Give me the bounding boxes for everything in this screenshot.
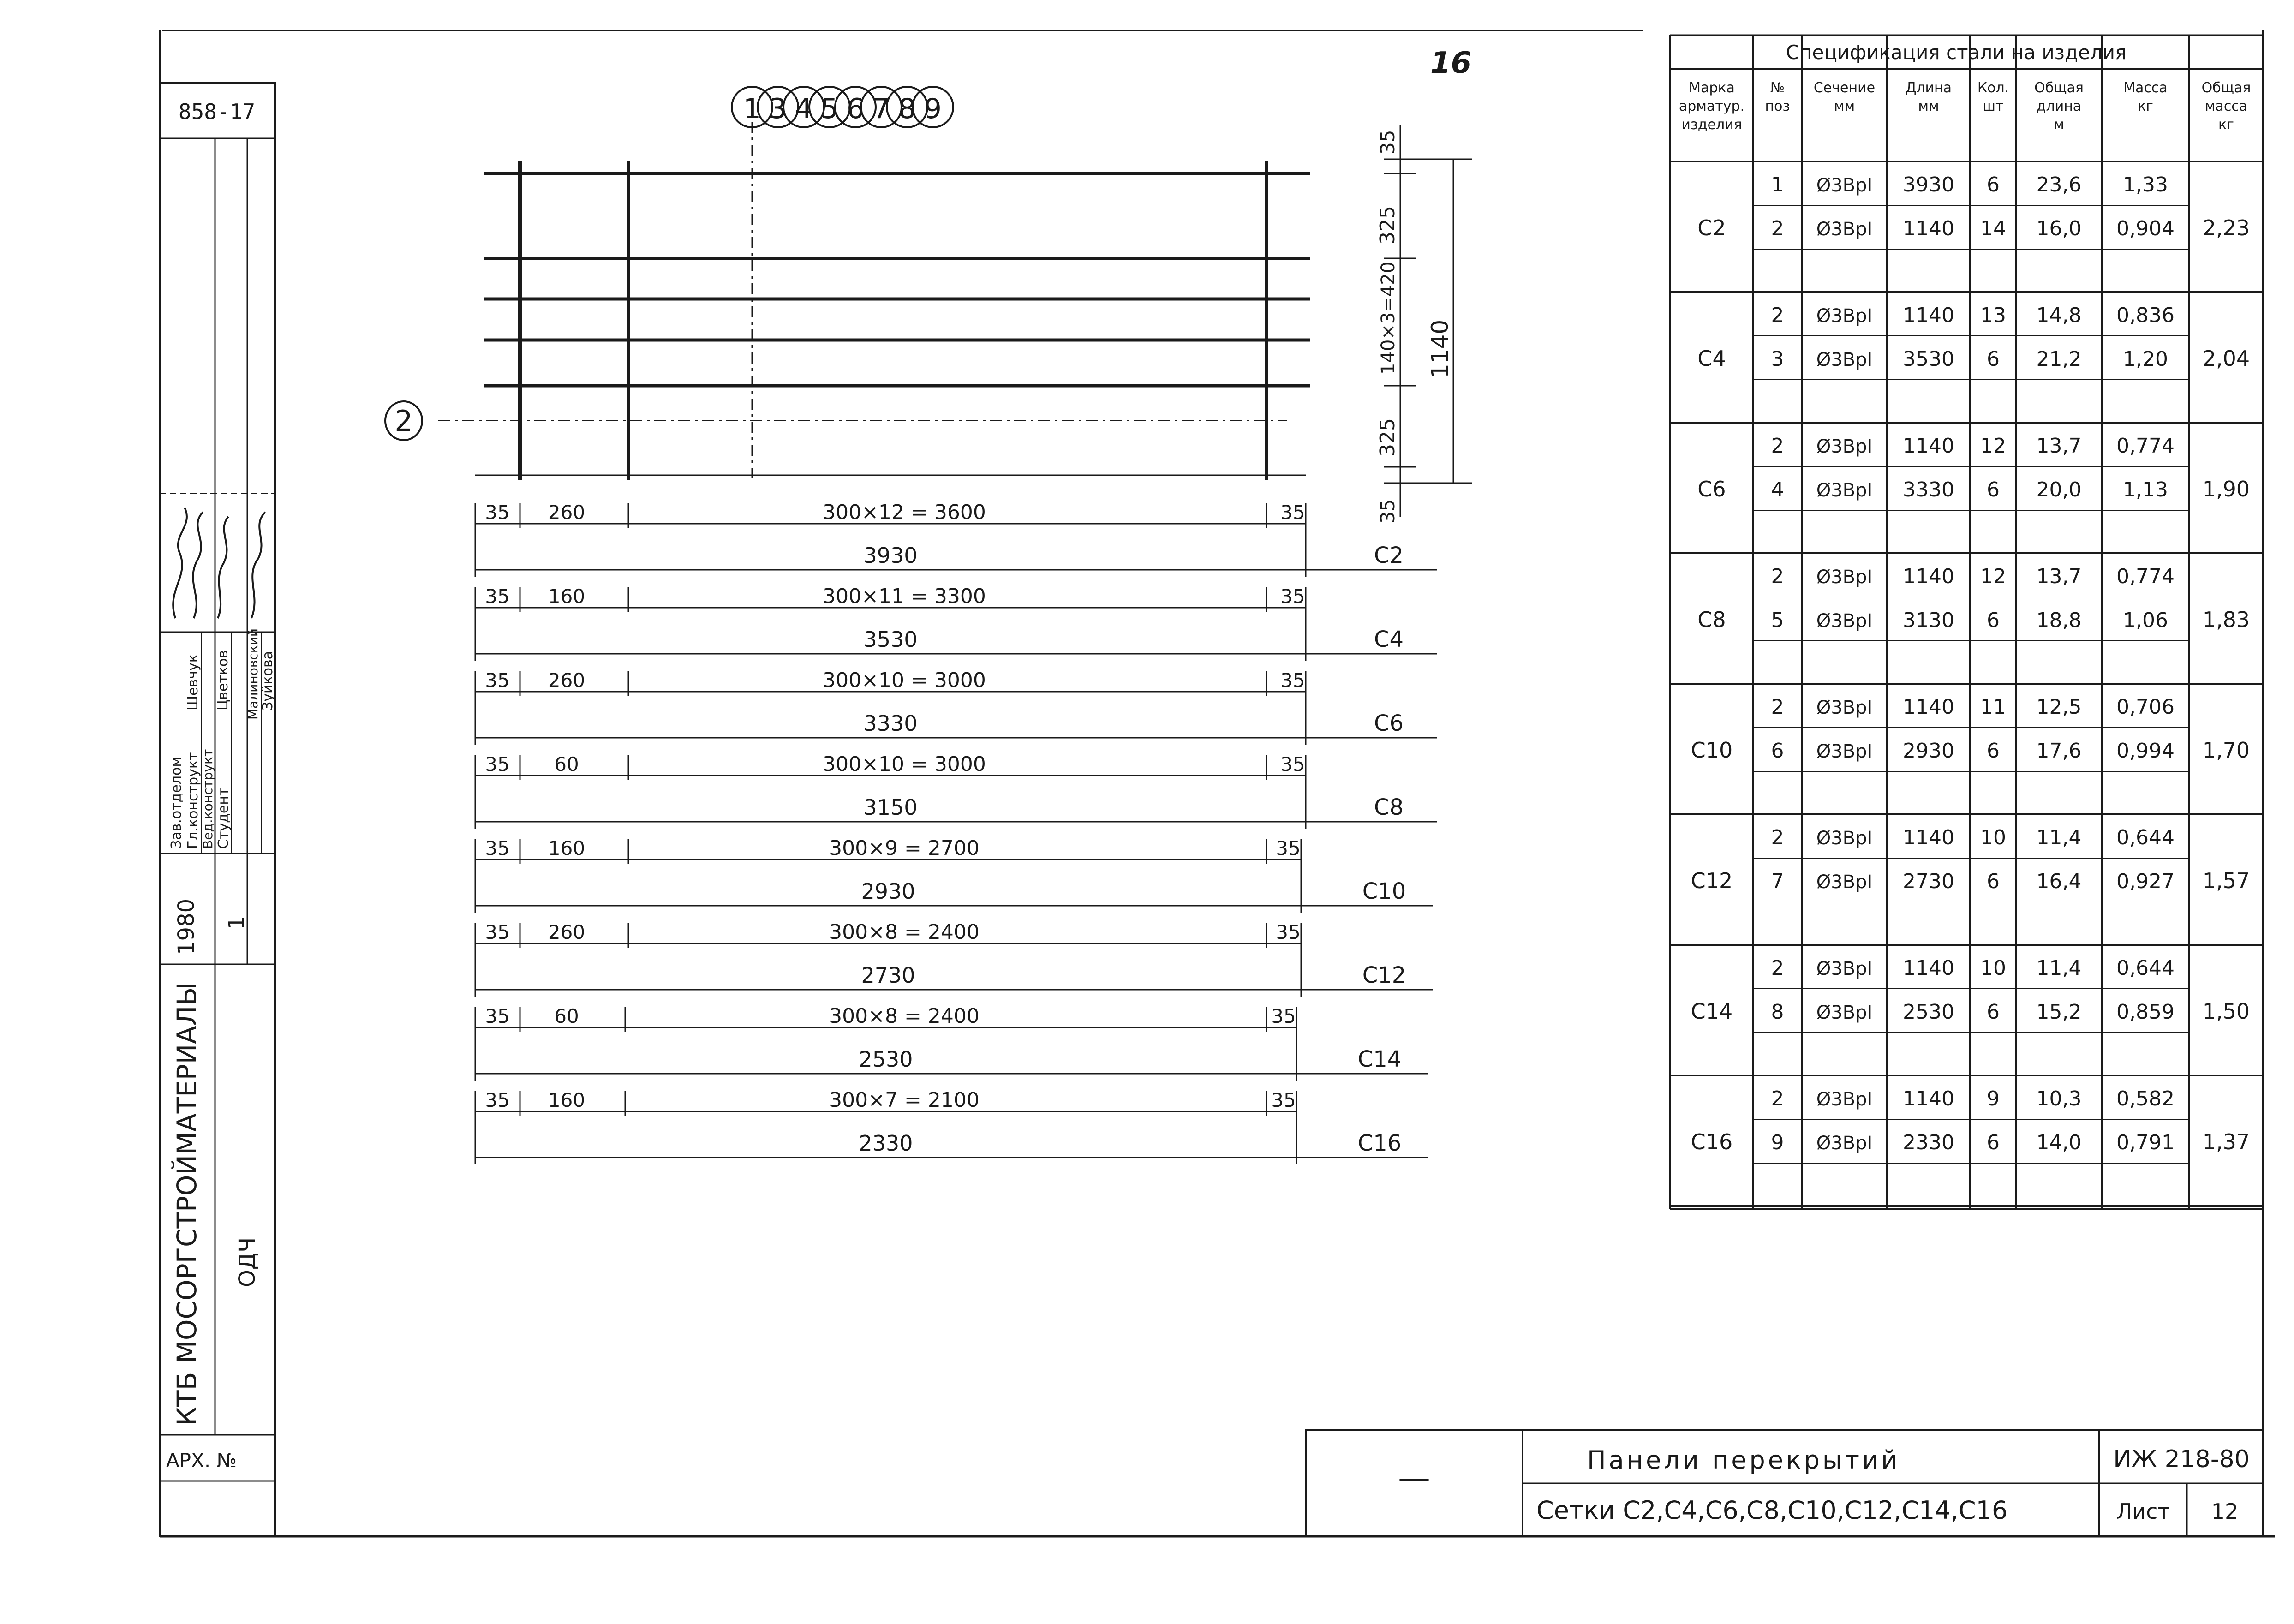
spec-section: Ø3BpI bbox=[1816, 828, 1873, 849]
spec-total-length: 11,4 bbox=[2036, 826, 2082, 849]
spec-section: Ø3BpI bbox=[1816, 480, 1873, 501]
position-mark-label: 4 bbox=[795, 93, 813, 125]
spec-qty: 11 bbox=[1980, 695, 2006, 719]
row-right-dim: 35 bbox=[1280, 753, 1305, 776]
row-total-length: 2330 bbox=[859, 1131, 913, 1156]
position-mark-label: 3 bbox=[769, 93, 787, 125]
spec-total-length: 18,8 bbox=[2036, 609, 2082, 632]
spec-pos: 5 bbox=[1771, 609, 1784, 632]
spec-total-length: 14,0 bbox=[2036, 1131, 2082, 1154]
stamp-count: 1 bbox=[224, 916, 249, 930]
spec-header-cell: Общая длина м bbox=[2034, 80, 2084, 133]
row-left-gap: 60 bbox=[554, 1005, 579, 1027]
spec-section: Ø3BpI bbox=[1816, 175, 1873, 196]
spec-mass: 0,644 bbox=[2116, 826, 2175, 849]
row-total-length: 3530 bbox=[863, 627, 918, 652]
spec-mass: 0,927 bbox=[2116, 870, 2175, 893]
position-mark-label: 8 bbox=[898, 93, 916, 125]
spec-length: 2330 bbox=[1903, 1131, 1954, 1154]
row-total-length: 3150 bbox=[863, 795, 918, 820]
row-middle-dim: 300×10 = 3000 bbox=[823, 752, 986, 776]
spec-section: Ø3BpI bbox=[1816, 219, 1873, 240]
spec-qty: 12 bbox=[1980, 434, 2006, 458]
spec-table-title: Спецификация стали на изделия bbox=[1786, 41, 2127, 64]
spec-total-length: 16,4 bbox=[2036, 870, 2082, 893]
row-right-dim: 35 bbox=[1276, 837, 1301, 860]
spec-mass: 0,836 bbox=[2116, 304, 2175, 327]
spec-section: Ø3BpI bbox=[1816, 349, 1873, 370]
spec-qty: 6 bbox=[1987, 478, 2000, 502]
spec-total-length: 17,6 bbox=[2036, 739, 2082, 763]
spec-mark: С4 bbox=[1697, 346, 1726, 371]
spec-header-cell: Общая масса кг bbox=[2201, 80, 2251, 133]
spec-table-headers bbox=[1679, 80, 2251, 133]
row-left-gap: 260 bbox=[548, 921, 585, 943]
row-total-length: 2530 bbox=[859, 1047, 913, 1072]
spec-section: Ø3BpI bbox=[1816, 610, 1873, 632]
spec-length: 3330 bbox=[1903, 478, 1954, 502]
spec-total-mass: 1,50 bbox=[2202, 999, 2250, 1024]
spec-pos: 6 bbox=[1771, 739, 1784, 763]
spec-pos: 2 bbox=[1771, 1087, 1784, 1111]
row-left-gap: 60 bbox=[554, 753, 579, 776]
row-total-length: 2730 bbox=[861, 963, 915, 988]
side-stamp bbox=[160, 83, 276, 1536]
spec-length: 3530 bbox=[1903, 347, 1954, 371]
spec-mass: 1,33 bbox=[2123, 173, 2168, 197]
spec-mass: 0,859 bbox=[2116, 1000, 2175, 1024]
position-marks bbox=[732, 87, 953, 127]
spec-total-length: 16,0 bbox=[2036, 217, 2082, 240]
spec-qty: 13 bbox=[1980, 304, 2006, 327]
row-middle-dim: 300×12 = 3600 bbox=[823, 501, 986, 524]
spec-section: Ø3BpI bbox=[1816, 305, 1873, 327]
spec-mass: 0,994 bbox=[2116, 739, 2175, 763]
stamp-name-3: Малиновский bbox=[245, 628, 261, 720]
stamp-role-3: Вед.конструкт bbox=[200, 749, 215, 849]
spec-total-length: 12,5 bbox=[2036, 695, 2082, 719]
spec-table-body bbox=[1670, 173, 2263, 1206]
spec-header-cell: Кол. шт bbox=[1977, 80, 2009, 114]
spec-total-mass: 1,83 bbox=[2202, 607, 2250, 632]
spec-length: 2730 bbox=[1903, 870, 1954, 893]
spec-qty: 6 bbox=[1987, 739, 2000, 763]
spec-mass: 0,706 bbox=[2116, 695, 2175, 719]
archive-label: АРХ. № bbox=[166, 1449, 237, 1472]
spec-section: Ø3BpI bbox=[1816, 567, 1873, 588]
stamp-year: 1980 bbox=[173, 898, 199, 955]
drawing-code: ИЖ 218-80 bbox=[2113, 1445, 2250, 1473]
signatures bbox=[173, 508, 265, 618]
spec-total-length: 20,0 bbox=[2036, 478, 2082, 502]
spec-pos: 4 bbox=[1771, 478, 1784, 502]
spec-total-length: 15,2 bbox=[2036, 1000, 2082, 1024]
row-mesh-mark: С2 bbox=[1374, 543, 1404, 568]
stamp-name-4: Зуйкова bbox=[260, 651, 276, 710]
spec-mass: 1,13 bbox=[2123, 478, 2168, 502]
spec-length: 1140 bbox=[1903, 826, 1954, 849]
row-mesh-mark: С14 bbox=[1357, 1046, 1402, 1072]
vertical-dimensions bbox=[1376, 125, 1472, 524]
row-mesh-mark: С12 bbox=[1362, 962, 1406, 988]
spec-table bbox=[1670, 35, 2263, 1209]
spec-total-length: 11,4 bbox=[2036, 956, 2082, 980]
spec-length: 1140 bbox=[1903, 304, 1954, 327]
row-left-gap: 160 bbox=[548, 585, 585, 608]
spec-section: Ø3BpI bbox=[1816, 1089, 1873, 1110]
spec-section: Ø3BpI bbox=[1816, 1002, 1873, 1023]
row-right-dim: 35 bbox=[1276, 921, 1301, 943]
row-left-dim: 35 bbox=[485, 501, 510, 524]
row-right-dim: 35 bbox=[1271, 1005, 1296, 1027]
spec-total-mass: 1,37 bbox=[2202, 1129, 2250, 1154]
spec-mass: 0,774 bbox=[2116, 434, 2175, 458]
title-line-2: Сетки С2,С4,С6,С8,С10,С12,С14,С16 bbox=[1536, 1496, 2008, 1525]
row-left-gap: 160 bbox=[548, 837, 585, 860]
spec-mass: 0,791 bbox=[2116, 1131, 2175, 1154]
spec-pos: 8 bbox=[1771, 1000, 1784, 1024]
spec-header-cell: Сечение мм bbox=[1813, 80, 1876, 114]
spec-total-mass: 1,70 bbox=[2202, 738, 2250, 763]
spec-mark: С10 bbox=[1691, 738, 1733, 763]
sheet-frame bbox=[160, 30, 2275, 1536]
spec-mass: 0,582 bbox=[2116, 1087, 2175, 1111]
spec-mass: 0,644 bbox=[2116, 956, 2175, 980]
spec-total-mass: 1,57 bbox=[2202, 868, 2250, 893]
position-mark-label: 9 bbox=[924, 93, 942, 125]
row-total-length: 3930 bbox=[863, 543, 918, 568]
spec-mass: 0,904 bbox=[2116, 217, 2175, 240]
spec-qty: 6 bbox=[1987, 347, 2000, 371]
sheet-label: Лист bbox=[2116, 1499, 2170, 1524]
row-left-gap: 260 bbox=[548, 669, 585, 692]
row-mesh-mark: С10 bbox=[1362, 878, 1406, 904]
spec-length: 1140 bbox=[1903, 1087, 1954, 1111]
row-mesh-mark: С8 bbox=[1374, 794, 1404, 820]
spec-mark: С8 bbox=[1697, 607, 1726, 632]
stamp-name-1: Шевчук bbox=[185, 654, 201, 710]
spec-pos: 7 bbox=[1771, 870, 1784, 893]
dimension-rows bbox=[475, 501, 1437, 1164]
spec-mark: С14 bbox=[1691, 999, 1733, 1024]
spec-pos: 2 bbox=[1771, 304, 1784, 327]
row-right-dim: 35 bbox=[1280, 669, 1305, 692]
stamp-organization: КТБ МОСОРГСТРОЙМАТЕРИАЛЫ bbox=[171, 982, 203, 1426]
spec-mass: 1,20 bbox=[2123, 347, 2168, 371]
row-total-length: 3330 bbox=[863, 711, 918, 736]
spec-qty: 6 bbox=[1987, 173, 2000, 197]
spec-total-length: 13,7 bbox=[2036, 434, 2082, 458]
row-left-dim: 35 bbox=[485, 669, 510, 692]
page-number: 16 bbox=[1430, 46, 1472, 80]
row-middle-dim: 300×11 = 3300 bbox=[823, 585, 986, 608]
row-total-length: 2930 bbox=[861, 879, 915, 904]
stamp-role-4: Студент bbox=[215, 788, 232, 849]
spec-pos: 2 bbox=[1771, 826, 1784, 849]
spec-mark: С16 bbox=[1691, 1129, 1733, 1154]
row-left-dim: 35 bbox=[485, 585, 510, 608]
row-mesh-mark: С16 bbox=[1357, 1130, 1402, 1156]
spec-length: 1140 bbox=[1903, 565, 1954, 588]
row-middle-dim: 300×8 = 2400 bbox=[829, 1004, 980, 1028]
overall-height: 1140 bbox=[1427, 319, 1453, 378]
spec-total-mass: 1,90 bbox=[2202, 477, 2250, 502]
mesh-drawing bbox=[385, 87, 1472, 1164]
spec-pos: 2 bbox=[1771, 956, 1784, 980]
spec-total-mass: 2,23 bbox=[2202, 215, 2250, 240]
title-line-1: Панели перекрытий bbox=[1587, 1445, 1900, 1475]
spec-pos: 1 bbox=[1771, 173, 1784, 197]
spec-section: Ø3BpI bbox=[1816, 958, 1873, 979]
position-mark-label: 6 bbox=[846, 93, 865, 125]
spec-qty: 10 bbox=[1980, 956, 2006, 980]
row-left-dim: 35 bbox=[485, 1005, 510, 1027]
spec-pos: 2 bbox=[1771, 695, 1784, 719]
row-middle-dim: 300×10 = 3000 bbox=[823, 669, 986, 692]
spec-section: Ø3BpI bbox=[1816, 697, 1873, 718]
spec-qty: 14 bbox=[1980, 217, 2006, 240]
row-middle-dim: 300×7 = 2100 bbox=[829, 1088, 980, 1112]
spec-mark: С6 bbox=[1697, 477, 1726, 502]
position-mark-label: 1 bbox=[743, 93, 761, 125]
spec-length: 2530 bbox=[1903, 1000, 1954, 1024]
row-left-dim: 35 bbox=[485, 921, 510, 943]
spec-section: Ø3BpI bbox=[1816, 741, 1873, 762]
spec-length: 1140 bbox=[1903, 695, 1954, 719]
spec-qty: 6 bbox=[1987, 1131, 2000, 1154]
row-left-dim: 35 bbox=[485, 837, 510, 860]
row-mesh-mark: С4 bbox=[1374, 627, 1404, 652]
spec-qty: 6 bbox=[1987, 870, 2000, 893]
row-right-dim: 35 bbox=[1271, 1089, 1296, 1111]
row-right-dim: 35 bbox=[1280, 501, 1305, 524]
title-block bbox=[1306, 1430, 2263, 1536]
vdim-2: 325 bbox=[1376, 206, 1399, 245]
spec-mark: С2 bbox=[1697, 215, 1726, 240]
row-left-gap: 260 bbox=[548, 501, 585, 524]
spec-section: Ø3BpI bbox=[1816, 1133, 1873, 1154]
position-mark-label: 7 bbox=[872, 93, 890, 125]
spec-length: 1140 bbox=[1903, 217, 1954, 240]
spec-length: 1140 bbox=[1903, 956, 1954, 980]
spec-total-length: 10,3 bbox=[2036, 1087, 2082, 1111]
spec-header-cell: № поз bbox=[1765, 80, 1790, 114]
position-mark-label: 5 bbox=[820, 93, 839, 125]
spec-mark: С12 bbox=[1691, 868, 1733, 893]
spec-pos: 2 bbox=[1771, 565, 1784, 588]
row-middle-dim: 300×9 = 2700 bbox=[829, 836, 980, 860]
spec-qty: 9 bbox=[1987, 1087, 2000, 1111]
spec-header-cell: Масса кг bbox=[2123, 80, 2168, 114]
spec-total-mass: 2,04 bbox=[2202, 346, 2250, 371]
stamp-role-1: Зав.отделом bbox=[168, 756, 185, 849]
spec-qty: 10 bbox=[1980, 826, 2006, 849]
spec-qty: 6 bbox=[1987, 1000, 2000, 1024]
spec-header-cell: Длина мм bbox=[1905, 80, 1952, 114]
vdim-5: 35 bbox=[1376, 499, 1399, 524]
archive-code: 858-17 bbox=[178, 99, 256, 124]
spec-pos: 3 bbox=[1771, 347, 1784, 371]
vdim-1: 35 bbox=[1376, 130, 1399, 155]
spec-mass: 0,774 bbox=[2116, 565, 2175, 588]
spec-length: 3130 bbox=[1903, 609, 1954, 632]
spec-total-length: 13,7 bbox=[2036, 565, 2082, 588]
spec-length: 3930 bbox=[1903, 173, 1954, 197]
spec-total-length: 21,2 bbox=[2036, 347, 2082, 371]
spec-total-length: 14,8 bbox=[2036, 304, 2082, 327]
spec-length: 2930 bbox=[1903, 739, 1954, 763]
row-right-dim: 35 bbox=[1280, 585, 1305, 608]
spec-pos: 9 bbox=[1771, 1131, 1784, 1154]
spec-header-cell: Марка арматур. изделия bbox=[1679, 80, 1745, 133]
spec-pos: 2 bbox=[1771, 217, 1784, 240]
sheet-number: 12 bbox=[2211, 1499, 2239, 1524]
spec-section: Ø3BpI bbox=[1816, 436, 1873, 457]
spec-section: Ø3BpI bbox=[1816, 872, 1873, 893]
title-dash: — bbox=[1398, 1459, 1430, 1497]
spec-mass: 1,06 bbox=[2123, 609, 2168, 632]
row-left-gap: 160 bbox=[548, 1089, 585, 1111]
stamp-department: ОДЧ bbox=[234, 1237, 260, 1287]
row-left-dim: 35 bbox=[485, 753, 510, 776]
row-left-dim: 35 bbox=[485, 1089, 510, 1111]
side-mark-label: 2 bbox=[394, 404, 413, 438]
row-middle-dim: 300×8 = 2400 bbox=[829, 920, 980, 944]
spec-total-length: 23,6 bbox=[2036, 173, 2082, 197]
row-mesh-mark: С6 bbox=[1374, 710, 1404, 736]
spec-qty: 12 bbox=[1980, 565, 2006, 588]
stamp-name-2: Цветков bbox=[215, 650, 231, 710]
spec-pos: 2 bbox=[1771, 434, 1784, 458]
vdim-3: 140×3=420 bbox=[1378, 261, 1399, 375]
stamp-role-2: Гл.конструкт bbox=[185, 752, 201, 849]
vdim-4: 325 bbox=[1376, 418, 1399, 457]
spec-qty: 6 bbox=[1987, 609, 2000, 632]
spec-length: 1140 bbox=[1903, 434, 1954, 458]
